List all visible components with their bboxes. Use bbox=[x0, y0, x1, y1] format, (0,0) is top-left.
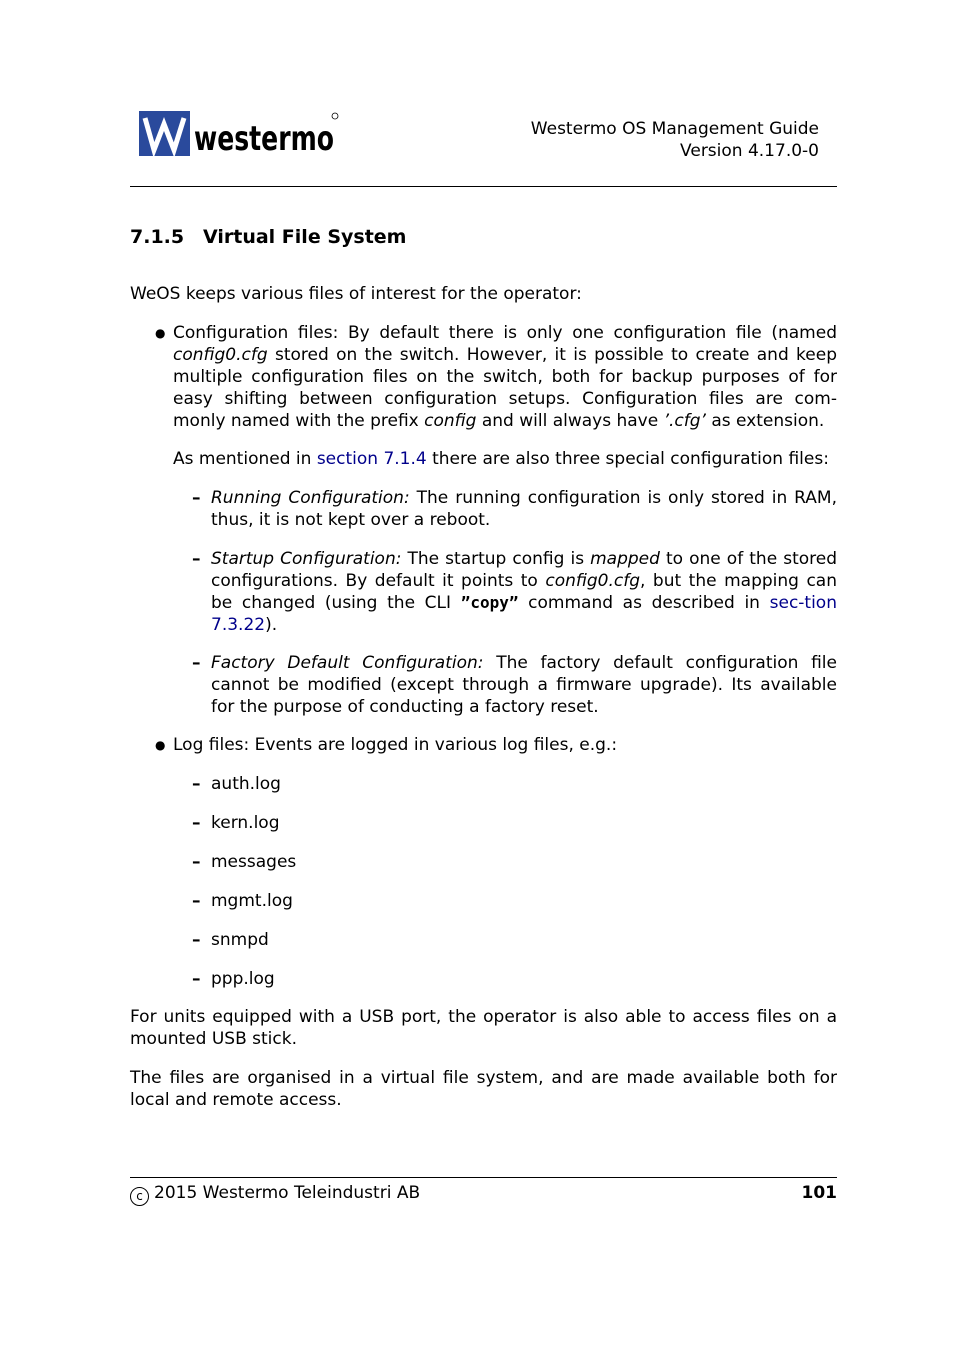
config-file-name: config0.cfg bbox=[173, 345, 268, 365]
footer-copyright bbox=[130, 1182, 420, 1206]
dash-marker: – bbox=[192, 488, 201, 508]
guide-title: Westermo OS Management Guide bbox=[530, 119, 819, 139]
section-7-3-22-link[interactable]: sec-tion 7.3.22 bbox=[211, 593, 837, 635]
guide-version: Version 4.17.0-0 bbox=[680, 141, 819, 161]
westermo-logo-mark bbox=[139, 110, 339, 158]
log-file-entry: mgmt.log bbox=[211, 891, 293, 911]
logo-wordmark: westermo bbox=[194, 119, 334, 159]
running-config-item: Running Configuration: The running configuration is only stored in RAM, thus, it is not kept over a reboot. bbox=[211, 488, 837, 530]
log-file-entry: messages bbox=[211, 852, 297, 872]
running-header bbox=[531, 118, 819, 162]
factory-config-item: Factory Default Configuration: The factory default configuration file cannot be modified (except through a firmware upgrade). Its available for the purpose of conducting a factory reset. bbox=[211, 653, 837, 717]
dash-marker: – bbox=[192, 774, 201, 794]
dash-marker: – bbox=[192, 930, 201, 950]
log-files-item: Log files: Events are logged in various log files, e.g.: bbox=[173, 735, 618, 755]
dash-marker: – bbox=[192, 653, 201, 673]
dash-marker: – bbox=[192, 891, 201, 911]
dash-marker: – bbox=[192, 969, 201, 989]
log-file-entry: kern.log bbox=[211, 813, 280, 833]
section-heading bbox=[130, 225, 406, 249]
page-number: 101 bbox=[801, 1183, 837, 1203]
mention-paragraph: As mentioned in section 7.1.4 there are also three special configuration files: bbox=[173, 449, 829, 469]
startup-config-item: Startup Configuration: The startup config is mapped to one of the stored configurations. By default it points to config0.cfg, but the mapping can be changed (using the CLI ”copy” command as described in sec-tion 7.3.22). bbox=[211, 549, 837, 635]
copyright-icon: c bbox=[130, 1187, 149, 1206]
bullet-marker: ● bbox=[155, 326, 166, 340]
log-file-entry: ppp.log bbox=[211, 969, 275, 989]
header-rule bbox=[130, 186, 837, 187]
dash-marker: – bbox=[192, 852, 201, 872]
usb-paragraph: For units equipped with a USB port, the operator is also able to access files on a mounted USB stick. bbox=[130, 1007, 837, 1049]
dash-marker: – bbox=[192, 813, 201, 833]
copyright-text: 2015 Westermo Teleindustri AB bbox=[154, 1183, 421, 1203]
bullet-marker: ● bbox=[155, 738, 166, 752]
section-number: 7.1.5 bbox=[130, 226, 185, 248]
section-7-1-4-link[interactable]: section 7.1.4 bbox=[316, 449, 427, 469]
config-files-item: Configuration files: By default there is only one configuration file (named config0.cfg stored on the switch. However, it is possible to create and keep multiple configuration files on the switch, both for backup purposes of for easy shifting between configuration setups. Configuration files are com-monly named with the prefix config and will always have ’.cfg’ as extension. bbox=[173, 323, 837, 431]
vfs-paragraph: The files are organised in a virtual file system, and are made available both for local and remote access. bbox=[130, 1068, 837, 1110]
log-file-entry: auth.log bbox=[211, 774, 281, 794]
westermo-logo bbox=[139, 110, 339, 158]
log-file-entry: snmpd bbox=[211, 930, 269, 950]
footer-rule bbox=[130, 1177, 837, 1178]
intro-paragraph: WeOS keeps various files of interest for the operator: bbox=[130, 284, 582, 304]
copy-command: ”copy” bbox=[460, 593, 519, 612]
section-title: Virtual File System bbox=[203, 226, 407, 248]
dash-marker: – bbox=[192, 549, 201, 569]
